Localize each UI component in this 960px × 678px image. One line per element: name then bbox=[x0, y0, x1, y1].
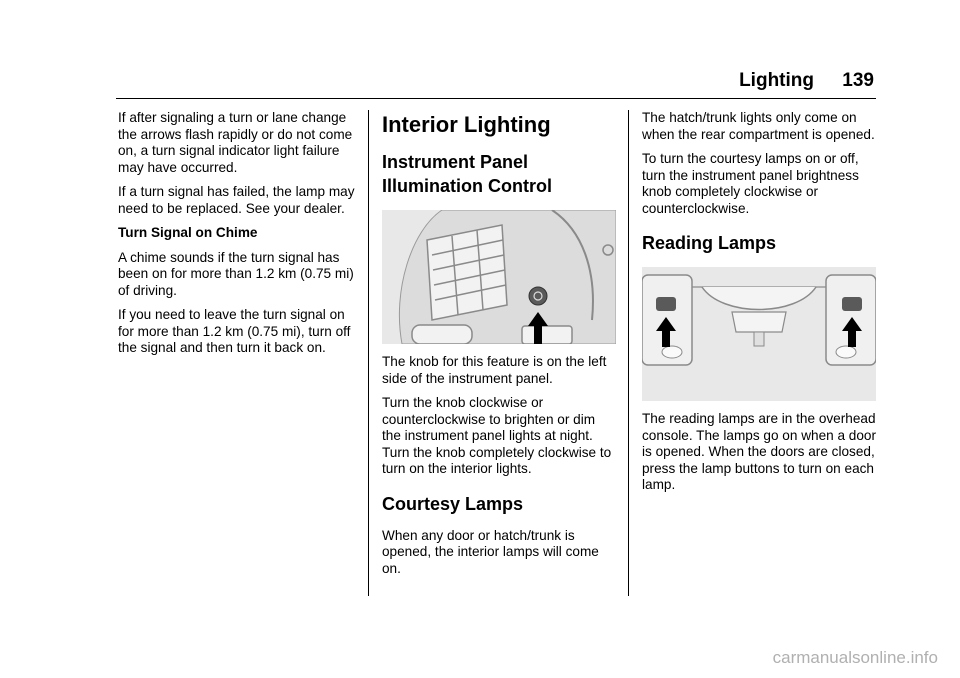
paragraph: To turn the courtesy lamps on or off, turn the instrument panel brightness knob completely clockwise or counterclockwise. bbox=[642, 151, 859, 216]
column-divider bbox=[628, 110, 629, 596]
heading-reading-lamps: Reading Lamps bbox=[642, 233, 777, 253]
figure-instrument-panel-knob bbox=[382, 210, 616, 344]
column-divider bbox=[368, 110, 369, 596]
watermark: carmanualsonline.info bbox=[772, 648, 938, 667]
column-left bbox=[118, 110, 356, 365]
paragraph: The hatch/trunk lights only come on when the rear compartment is opened. bbox=[642, 110, 875, 142]
instrument-panel-illustration bbox=[382, 210, 616, 344]
heading-instrument-panel-illumination: Instrument Panel Illumination Control bbox=[382, 152, 552, 196]
heading-courtesy-lamps: Courtesy Lamps bbox=[382, 493, 524, 514]
subheading-turn-signal-chime: Turn Signal on Chime bbox=[118, 225, 258, 240]
figure-reading-lamps bbox=[642, 267, 876, 401]
page-header bbox=[116, 70, 876, 98]
column-middle bbox=[382, 110, 616, 585]
header-rule bbox=[116, 98, 876, 99]
column-right bbox=[642, 110, 876, 502]
paragraph: The reading lamps are in the overhead console. The lamps go on when a door is opened. When the doors are closed, press the lamp buttons to turn on each lamp. bbox=[642, 411, 877, 492]
section-title: Lighting bbox=[739, 70, 814, 91]
paragraph: If you need to leave the turn signal on for more than 1.2 km (0.75 mi), turn off the signal and then turn it back on. bbox=[118, 307, 351, 355]
overhead-console-illustration bbox=[642, 267, 876, 401]
paragraph: The knob for this feature is on the left side of the instrument panel. bbox=[382, 354, 607, 386]
paragraph: If after signaling a turn or lane change the arrows flash rapidly or do not come on, a turn signal indicator light failure may have occurred. bbox=[118, 110, 353, 175]
paragraph: Turn the knob clockwise or counterclockwise to brighten or dim the instrument panel lights at night. Turn the knob completely clockwise to turn on the interior lights. bbox=[382, 395, 612, 476]
paragraph: If a turn signal has failed, the lamp may need to be replaced. See your dealer. bbox=[118, 184, 355, 216]
paragraph: A chime sounds if the turn signal has been on for more than 1.2 km (0.75 mi) of driving. bbox=[118, 249, 354, 298]
heading-interior-lighting: Interior Lighting bbox=[382, 112, 551, 137]
paragraph: When any door or hatch/trunk is opened, the interior lamps will come on. bbox=[382, 527, 599, 576]
page-number: 139 bbox=[842, 70, 874, 91]
